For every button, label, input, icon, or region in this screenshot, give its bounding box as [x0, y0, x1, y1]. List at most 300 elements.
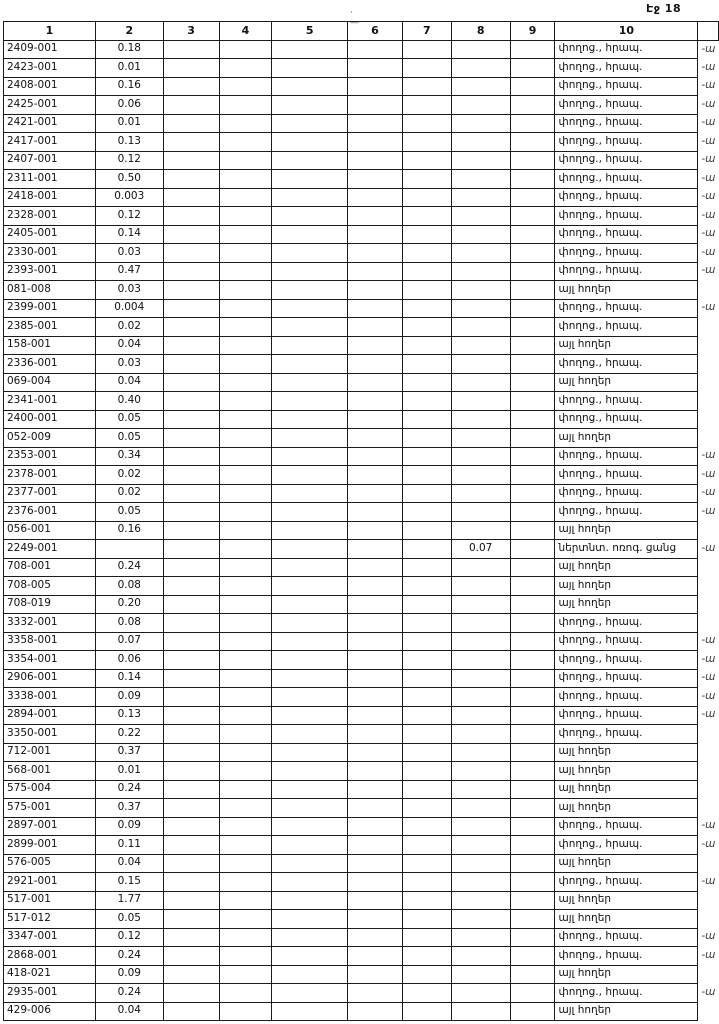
- cell-col3: [163, 151, 219, 170]
- cell-col10: փողոց., հրապ.: [555, 706, 698, 725]
- cell-col9: [510, 262, 555, 281]
- cell-col10: այլ հողեր: [555, 429, 698, 448]
- margin-note: -ա: [701, 467, 716, 480]
- cell-col9: [510, 928, 555, 947]
- margin-note: -ա: [701, 652, 716, 665]
- cell-col1: 2407-001: [4, 151, 96, 170]
- cell-col6: [348, 614, 403, 633]
- cell-col4: [219, 558, 272, 577]
- cell-col8: [451, 743, 510, 762]
- cell-col5: [272, 410, 348, 429]
- cell-col6: [348, 40, 403, 59]
- cell-col10: փողոց., հրապ.: [555, 59, 698, 78]
- margin-note: [698, 854, 719, 873]
- cell-col9: [510, 299, 555, 318]
- cell-col3: [163, 1002, 219, 1021]
- cell-col9: [510, 891, 555, 910]
- cell-col10: փողոց., հրապ.: [555, 447, 698, 466]
- cell-col7: [402, 669, 451, 688]
- cell-col4: [219, 188, 272, 207]
- cell-col2: 0.16: [95, 77, 163, 96]
- cell-col10: փողոց., հրապ.: [555, 392, 698, 411]
- cell-col9: [510, 558, 555, 577]
- cell-col6: [348, 762, 403, 781]
- cell-col7: [402, 984, 451, 1003]
- cell-col8: [451, 891, 510, 910]
- cell-col8: [451, 373, 510, 392]
- table-row: [4, 595, 719, 614]
- cell-col2: 0.14: [95, 669, 163, 688]
- cell-col1: 2935-001: [4, 984, 96, 1003]
- margin-note: -ա: [701, 134, 716, 147]
- cell-col10: ներտնտ. ոռոգ. ցանց: [555, 540, 698, 559]
- cell-col10: այլ հողեր: [555, 780, 698, 799]
- cell-col8: [451, 40, 510, 59]
- cell-col8: [451, 1002, 510, 1021]
- cell-col7: [402, 373, 451, 392]
- cell-col9: [510, 373, 555, 392]
- cell-col10: այլ հողեր: [555, 1002, 698, 1021]
- cell-col4: [219, 651, 272, 670]
- cell-col3: [163, 928, 219, 947]
- table-row: [4, 373, 719, 392]
- cell-col10: փողոց., հրապ.: [555, 632, 698, 651]
- cell-col7: [402, 632, 451, 651]
- cell-col7: [402, 151, 451, 170]
- cell-col9: [510, 614, 555, 633]
- cell-col3: [163, 706, 219, 725]
- cell-col5: [272, 836, 348, 855]
- cell-col7: [402, 96, 451, 115]
- cell-col4: [219, 503, 272, 522]
- column-header-8: 8: [451, 22, 510, 41]
- cell-col3: [163, 503, 219, 522]
- margin-note: -ա: [701, 190, 716, 203]
- cell-col7: [402, 40, 451, 59]
- table-row: [4, 632, 719, 651]
- cell-col2: 0.09: [95, 688, 163, 707]
- cell-col7: [402, 466, 451, 485]
- cell-col4: [219, 114, 272, 133]
- cell-col7: [402, 299, 451, 318]
- cell-col6: [348, 484, 403, 503]
- cell-col1: 2330-001: [4, 244, 96, 263]
- cell-col1: 575-004: [4, 780, 96, 799]
- margin-note: [698, 762, 719, 781]
- table-row: [4, 447, 719, 466]
- table-row: [4, 59, 719, 78]
- cell-col3: [163, 447, 219, 466]
- cell-col2: 0.01: [95, 59, 163, 78]
- cell-col4: [219, 373, 272, 392]
- cell-col9: [510, 59, 555, 78]
- cell-col4: [219, 928, 272, 947]
- cell-col7: [402, 355, 451, 374]
- cell-col5: [272, 669, 348, 688]
- cell-col7: [402, 595, 451, 614]
- cell-col7: [402, 614, 451, 633]
- cell-col7: [402, 521, 451, 540]
- cell-col5: [272, 96, 348, 115]
- cell-col2: 0.04: [95, 373, 163, 392]
- cell-col2: 0.40: [95, 392, 163, 411]
- cell-col9: [510, 521, 555, 540]
- cell-col7: [402, 651, 451, 670]
- cell-col6: [348, 1002, 403, 1021]
- cell-col1: 2353-001: [4, 447, 96, 466]
- cell-col4: [219, 429, 272, 448]
- cell-col8: [451, 632, 510, 651]
- cell-col5: [272, 114, 348, 133]
- margin-note: -ա: [701, 79, 716, 92]
- cell-col6: [348, 170, 403, 189]
- cell-col5: [272, 373, 348, 392]
- cell-col3: [163, 59, 219, 78]
- cell-col5: [272, 651, 348, 670]
- cell-col4: [219, 799, 272, 818]
- cell-col5: [272, 558, 348, 577]
- cell-col4: [219, 854, 272, 873]
- scan-artifact: · —: [350, 8, 377, 28]
- table-header: [4, 22, 719, 41]
- margin-note: -ա: [701, 819, 716, 832]
- cell-col2: 0.01: [95, 762, 163, 781]
- cell-col1: 2409-001: [4, 40, 96, 59]
- cell-col10: այլ հողեր: [555, 577, 698, 596]
- cell-col4: [219, 447, 272, 466]
- cell-col9: [510, 780, 555, 799]
- cell-col8: [451, 799, 510, 818]
- cell-col5: [272, 355, 348, 374]
- cell-col6: [348, 503, 403, 522]
- table-row: [4, 947, 719, 966]
- margin-note: -ա: [701, 449, 716, 462]
- table-row: [4, 262, 719, 281]
- cell-col9: [510, 410, 555, 429]
- cell-col1: 708-005: [4, 577, 96, 596]
- cell-col9: [510, 170, 555, 189]
- margin-note: [698, 891, 719, 910]
- cell-col9: [510, 965, 555, 984]
- table-row: [4, 225, 719, 244]
- cell-col1: 2393-001: [4, 262, 96, 281]
- cell-col9: [510, 817, 555, 836]
- cell-col6: [348, 669, 403, 688]
- table-row: [4, 1002, 719, 1021]
- cell-col9: [510, 947, 555, 966]
- cell-col10: փողոց., հրապ.: [555, 873, 698, 892]
- cell-col3: [163, 836, 219, 855]
- cell-col8: [451, 392, 510, 411]
- cell-col5: [272, 244, 348, 263]
- cell-col6: [348, 410, 403, 429]
- cell-col4: [219, 336, 272, 355]
- cell-col8: [451, 577, 510, 596]
- cell-col4: [219, 281, 272, 300]
- cell-col7: [402, 336, 451, 355]
- cell-col2: 0.24: [95, 558, 163, 577]
- cell-col6: [348, 577, 403, 596]
- cell-col8: [451, 558, 510, 577]
- cell-col7: [402, 447, 451, 466]
- margin-note: -ա: [701, 264, 716, 277]
- cell-col4: [219, 77, 272, 96]
- cell-col1: 418-021: [4, 965, 96, 984]
- cell-col10: այլ հողեր: [555, 595, 698, 614]
- cell-col5: [272, 984, 348, 1003]
- cell-col1: 3332-001: [4, 614, 96, 633]
- cell-col7: [402, 318, 451, 337]
- cell-col2: 0.07: [95, 632, 163, 651]
- cell-col3: [163, 651, 219, 670]
- cell-col3: [163, 299, 219, 318]
- margin-note: -ա: [701, 153, 716, 166]
- cell-col9: [510, 114, 555, 133]
- cell-col5: [272, 225, 348, 244]
- table-row: [4, 40, 719, 59]
- cell-col10: փողոց., հրապ.: [555, 725, 698, 744]
- cell-col4: [219, 743, 272, 762]
- cell-col5: [272, 521, 348, 540]
- cell-col6: [348, 595, 403, 614]
- margin-note: -ա: [701, 245, 716, 258]
- cell-col6: [348, 466, 403, 485]
- cell-col9: [510, 836, 555, 855]
- cell-col2: 0.12: [95, 151, 163, 170]
- table-row: [4, 540, 719, 559]
- margin-note: -ա: [701, 116, 716, 129]
- table-row: [4, 836, 719, 855]
- cell-col2: 0.04: [95, 854, 163, 873]
- table-row: [4, 336, 719, 355]
- cell-col8: [451, 133, 510, 152]
- cell-col5: [272, 577, 348, 596]
- margin-note: [698, 521, 719, 540]
- cell-col9: [510, 669, 555, 688]
- cell-col9: [510, 688, 555, 707]
- cell-col4: [219, 133, 272, 152]
- table-row: [4, 780, 719, 799]
- cell-col5: [272, 762, 348, 781]
- table-row: [4, 466, 719, 485]
- cell-col9: [510, 577, 555, 596]
- cell-col9: [510, 1002, 555, 1021]
- cell-col7: [402, 429, 451, 448]
- table-row: [4, 114, 719, 133]
- cell-col8: [451, 688, 510, 707]
- cell-col2: 0.04: [95, 1002, 163, 1021]
- cell-col7: [402, 780, 451, 799]
- cell-col6: [348, 632, 403, 651]
- table-row: [4, 891, 719, 910]
- margin-note: -ա: [701, 60, 716, 73]
- cell-col1: 2328-001: [4, 207, 96, 226]
- cell-col8: [451, 706, 510, 725]
- cell-col9: [510, 910, 555, 929]
- cell-col3: [163, 114, 219, 133]
- cell-col3: [163, 854, 219, 873]
- cell-col5: [272, 706, 348, 725]
- margin-note: -ա: [701, 985, 716, 998]
- cell-col9: [510, 151, 555, 170]
- cell-col3: [163, 281, 219, 300]
- cell-col2: 0.15: [95, 873, 163, 892]
- cell-col7: [402, 928, 451, 947]
- cell-col5: [272, 59, 348, 78]
- cell-col2: 0.03: [95, 244, 163, 263]
- cell-col7: [402, 207, 451, 226]
- cell-col1: 568-001: [4, 762, 96, 781]
- cell-col4: [219, 669, 272, 688]
- cell-col8: [451, 188, 510, 207]
- cell-col7: [402, 725, 451, 744]
- table-row: [4, 577, 719, 596]
- cell-col7: [402, 1002, 451, 1021]
- margin-note: [698, 595, 719, 614]
- cell-col1: 575-001: [4, 799, 96, 818]
- cell-col9: [510, 429, 555, 448]
- cell-col10: փողոց., հրապ.: [555, 151, 698, 170]
- cell-col1: 2906-001: [4, 669, 96, 688]
- cell-col3: [163, 77, 219, 96]
- margin-note: -ա: [701, 541, 716, 554]
- table-row: [4, 984, 719, 1003]
- cell-col5: [272, 799, 348, 818]
- cell-col4: [219, 725, 272, 744]
- cell-col9: [510, 799, 555, 818]
- cell-col7: [402, 540, 451, 559]
- margin-note: [698, 743, 719, 762]
- cell-col1: 2408-001: [4, 77, 96, 96]
- cell-col9: [510, 244, 555, 263]
- cell-col6: [348, 392, 403, 411]
- cell-col3: [163, 244, 219, 263]
- cell-col10: այլ հողեր: [555, 891, 698, 910]
- cell-col7: [402, 577, 451, 596]
- cell-col4: [219, 780, 272, 799]
- margin-note: -ա: [701, 301, 716, 314]
- cell-col1: 2311-001: [4, 170, 96, 189]
- cell-col9: [510, 725, 555, 744]
- column-header-7: 7: [402, 22, 451, 41]
- cell-col1: 056-001: [4, 521, 96, 540]
- cell-col10: փողոց., հրապ.: [555, 688, 698, 707]
- cell-col4: [219, 170, 272, 189]
- cell-col3: [163, 965, 219, 984]
- cell-col9: [510, 447, 555, 466]
- cell-col2: 0.13: [95, 706, 163, 725]
- cell-col6: [348, 540, 403, 559]
- cell-col3: [163, 96, 219, 115]
- cell-col3: [163, 373, 219, 392]
- cell-col7: [402, 114, 451, 133]
- margin-note: [698, 799, 719, 818]
- cell-col5: [272, 910, 348, 929]
- cell-col4: [219, 706, 272, 725]
- cell-col4: [219, 891, 272, 910]
- table-row: [4, 799, 719, 818]
- margin-note: -ա: [701, 42, 716, 55]
- cell-col6: [348, 133, 403, 152]
- cell-col5: [272, 336, 348, 355]
- cell-col7: [402, 392, 451, 411]
- cell-col1: 708-001: [4, 558, 96, 577]
- cell-col10: այլ հողեր: [555, 965, 698, 984]
- cell-col1: 2899-001: [4, 836, 96, 855]
- cell-col6: [348, 910, 403, 929]
- cell-col2: 0.02: [95, 484, 163, 503]
- table-row: [4, 96, 719, 115]
- column-header-3: 3: [163, 22, 219, 41]
- cell-col8: [451, 854, 510, 873]
- cell-col9: [510, 207, 555, 226]
- cell-col3: [163, 725, 219, 744]
- cell-col3: [163, 984, 219, 1003]
- cell-col8: [451, 965, 510, 984]
- cell-col7: [402, 947, 451, 966]
- cell-col8: [451, 873, 510, 892]
- cell-col1: 2423-001: [4, 59, 96, 78]
- table-row: [4, 928, 719, 947]
- table-row: [4, 392, 719, 411]
- cell-col4: [219, 1002, 272, 1021]
- cell-col8: [451, 114, 510, 133]
- cell-col7: [402, 688, 451, 707]
- cell-col5: [272, 207, 348, 226]
- cell-col2: 0.24: [95, 984, 163, 1003]
- cell-col1: 3338-001: [4, 688, 96, 707]
- cell-col5: [272, 262, 348, 281]
- cell-col2: 0.04: [95, 336, 163, 355]
- cell-col5: [272, 965, 348, 984]
- cell-col8: 0.07: [451, 540, 510, 559]
- cell-col10: փողոց., հրապ.: [555, 188, 698, 207]
- column-header-6: 6: [348, 22, 403, 41]
- cell-col9: [510, 392, 555, 411]
- cell-col6: [348, 447, 403, 466]
- table-row: [4, 688, 719, 707]
- table-row: [4, 244, 719, 263]
- cell-col6: [348, 299, 403, 318]
- margin-note: [698, 355, 719, 374]
- table-row: [4, 873, 719, 892]
- cell-col2: 0.14: [95, 225, 163, 244]
- cell-col4: [219, 762, 272, 781]
- cell-col1: 517-001: [4, 891, 96, 910]
- cell-col8: [451, 725, 510, 744]
- cell-col4: [219, 910, 272, 929]
- cell-col7: [402, 743, 451, 762]
- cell-col6: [348, 743, 403, 762]
- cell-col10: այլ հողեր: [555, 521, 698, 540]
- cell-col8: [451, 651, 510, 670]
- cell-col2: 0.50: [95, 170, 163, 189]
- cell-col10: փողոց., հրապ.: [555, 984, 698, 1003]
- cell-col9: [510, 225, 555, 244]
- cell-col1: 2377-001: [4, 484, 96, 503]
- table-row: [4, 817, 719, 836]
- table-row: [4, 299, 719, 318]
- cell-col3: [163, 595, 219, 614]
- cell-col3: [163, 225, 219, 244]
- cell-col9: [510, 40, 555, 59]
- cell-col6: [348, 96, 403, 115]
- cell-col4: [219, 632, 272, 651]
- cell-col5: [272, 1002, 348, 1021]
- margin-note: [698, 910, 719, 929]
- cell-col4: [219, 392, 272, 411]
- margin-note: -ա: [701, 708, 716, 721]
